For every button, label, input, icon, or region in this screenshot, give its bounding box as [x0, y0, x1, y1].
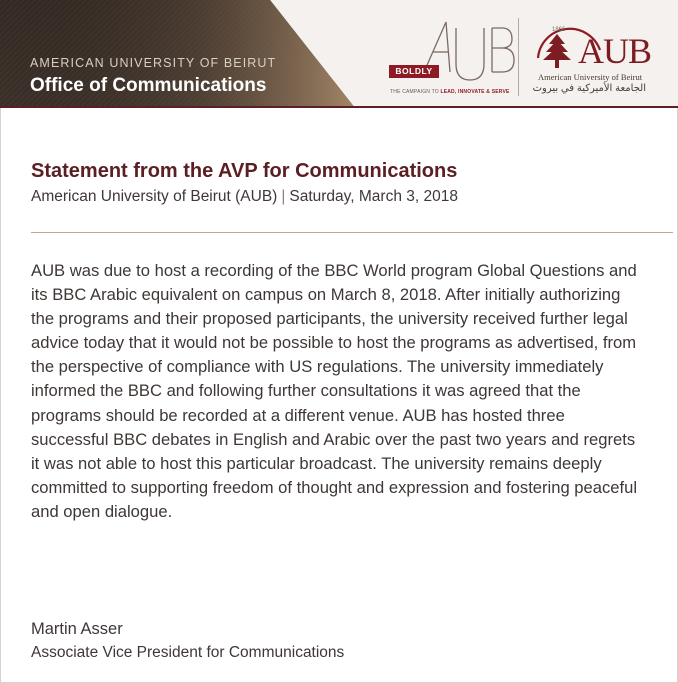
campaign-tagline: THE CAMPAIGN TO LEAD, INNOVATE & SERVE: [390, 89, 510, 95]
byline-separator: |: [281, 188, 286, 205]
aub-founding-year: 1866: [552, 27, 566, 33]
aub-full-name: American University of Beirut: [538, 72, 643, 82]
logo-divider: [518, 18, 519, 96]
campaign-logo-icon: [388, 14, 518, 100]
statement-source: American University of Beirut (AUB): [31, 188, 278, 205]
section-divider: [31, 232, 673, 233]
statement-byline: [31, 188, 458, 206]
campaign-badge: BOLDLY: [389, 65, 439, 78]
letterhead: [0, 0, 678, 108]
signer-title: Associate Vice President for Communications: [31, 644, 345, 661]
statement-date: Saturday, March 3, 2018: [289, 188, 458, 205]
signer-name: Martin Asser: [31, 620, 123, 638]
statement-body: AUB was due to host a recording of the BBC World program Global Questions and its BBC Arabic equivalent on campus on March 8, 2018. After initially authorizing the programs and their proposed participants, the university received further legal advice today that it would not be possible to host the programs as advertised, from the perspective of compliance with US regulations. The university immediately informed the BBC and following further consultations it was agreed that the programs should be recorded at a different venue. AUB has hosted three successful BBC debates in English and Arabic over the past two years and regrets it was not able to host this particular broadcast. The university remains deeply committed to supporting freedom of thought and expression and fostering peaceful and open dialogue.: [31, 261, 638, 521]
aub-arabic-name: الجامعة الأميركية في بيروت: [532, 83, 646, 94]
letterhead-rule: [0, 106, 678, 108]
statement-title: Statement from the AVP for Communications: [31, 160, 458, 182]
aub-logo-letters: AUB: [578, 31, 652, 71]
office-name: Office of Communications: [30, 75, 267, 96]
org-name: AMERICAN UNIVERSITY OF BEIRUT: [30, 56, 277, 70]
